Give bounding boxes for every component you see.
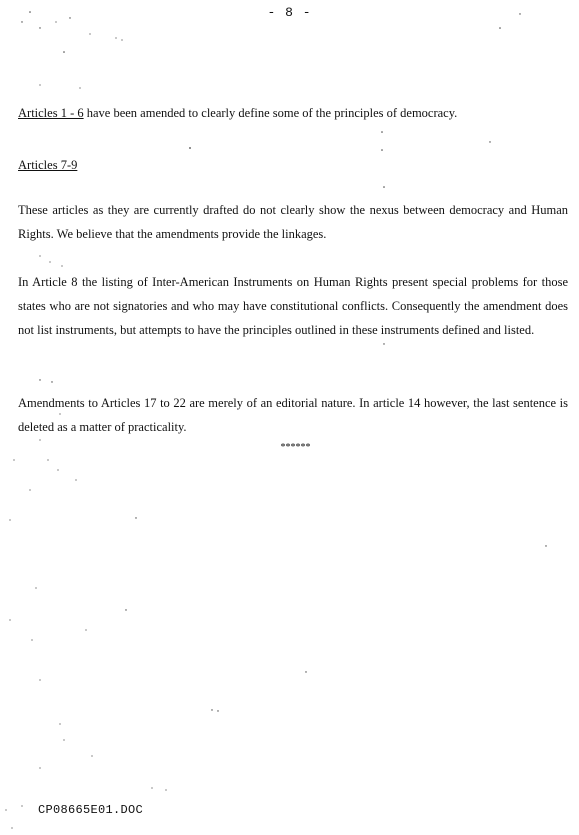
intro-paragraph <box>18 101 568 125</box>
paragraph-article-8: In Article 8 the listing of Inter-American Instruments on Human Rights present special problems for those states who are not signatories and who may have constitutional conflicts. Consequently the amendment does not list instruments, but attempts to have the principles outlined in these instruments defined and listed. <box>18 275 568 337</box>
asterisk-divider: ****** <box>280 442 311 453</box>
intro-text: have been amended to clearly define some of the principles of democracy. <box>83 106 458 120</box>
document-reference: CP08665E01.DOC <box>38 803 144 817</box>
page-number: - 8 - <box>267 5 312 20</box>
paragraph-editorial: Amendments to Articles 17 to 22 are merely of an editorial nature. In article 14 however, the last sentence is deleted as a matter of practicality. <box>18 396 568 434</box>
section-heading: Articles 7-9 <box>18 158 78 172</box>
paragraph-nexus: These articles as they are currently drafted do not clearly show the nexus between democracy and Human Rights. We believe that the amendments provide the linkages. <box>18 203 568 241</box>
articles-1-6-reference: Articles 1 - 6 <box>18 106 84 120</box>
